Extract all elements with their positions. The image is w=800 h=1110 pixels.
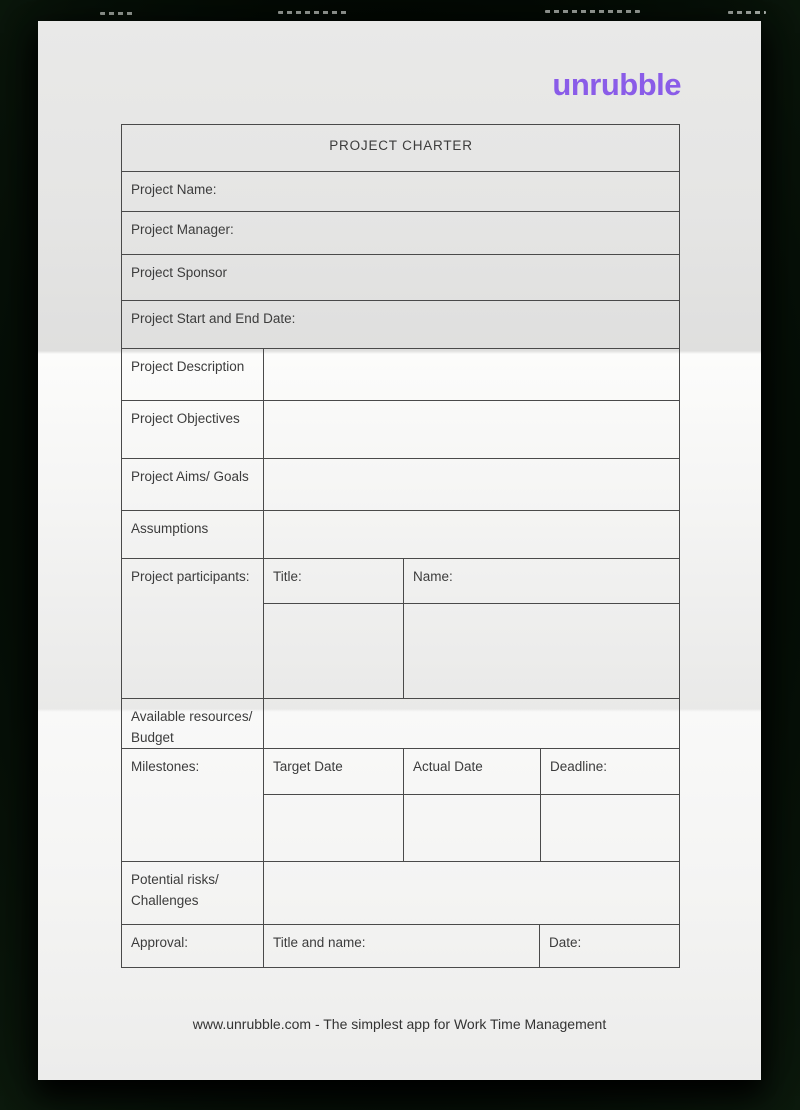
project-objectives-label: Project Objectives <box>131 411 240 426</box>
risks-challenges-input-area[interactable] <box>263 862 679 924</box>
milestone-target-input-area[interactable] <box>264 795 403 861</box>
participant-title-input-area[interactable] <box>264 604 403 698</box>
row-project-aims-goals <box>122 458 679 510</box>
project-description-input-area[interactable] <box>263 349 679 400</box>
row-approval <box>122 924 679 967</box>
participants-subtable <box>263 559 679 698</box>
start-end-date-field[interactable] <box>122 301 679 348</box>
participant-name-input-area[interactable] <box>403 604 679 698</box>
project-participants-label: Project participants: <box>131 569 250 584</box>
risks-challenges-label: Potential risks/ Challenges <box>131 872 219 908</box>
target-date-header: Target Date <box>273 759 343 774</box>
torn-edge-speck <box>278 11 348 14</box>
participants-entry-row <box>264 603 679 698</box>
project-aims-goals-input-area[interactable] <box>263 459 679 510</box>
start-end-date-label: Project Start and End Date: <box>131 311 296 326</box>
assumptions-input-area[interactable] <box>263 511 679 558</box>
milestones-subtable <box>263 749 679 861</box>
milestones-header-row <box>264 749 679 794</box>
torn-edge-speck <box>728 11 766 14</box>
project-manager-label: Project Manager: <box>131 222 234 237</box>
milestone-actual-input-area[interactable] <box>403 795 540 861</box>
project-sponsor-label: Project Sponsor <box>131 265 228 280</box>
project-objectives-input-area[interactable] <box>263 401 679 458</box>
milestones-label: Milestones: <box>131 759 200 774</box>
row-assumptions <box>122 510 679 558</box>
approval-title-name-field[interactable] <box>263 925 539 967</box>
project-description-label: Project Description <box>131 359 245 374</box>
project-aims-goals-label: Project Aims/ Goals <box>131 469 249 484</box>
project-name-label: Project Name: <box>131 182 217 197</box>
approval-date-field[interactable] <box>539 925 679 967</box>
approval-date-label: Date: <box>549 935 582 950</box>
project-manager-field[interactable] <box>122 212 679 254</box>
row-milestones <box>122 748 679 861</box>
row-project-sponsor <box>122 254 679 300</box>
charter-title: PROJECT CHARTER <box>329 138 473 153</box>
approval-title-name-label: Title and name: <box>273 935 366 950</box>
resources-budget-label: Available resources/ Budget <box>131 709 253 745</box>
row-resources-budget <box>122 698 679 748</box>
torn-edge-speck <box>545 10 640 13</box>
approval-label: Approval: <box>131 935 189 950</box>
torn-edge-speck <box>100 12 134 15</box>
milestones-entry-row <box>264 794 679 861</box>
row-project-objectives <box>122 400 679 458</box>
participants-title-header: Title: <box>273 569 302 584</box>
participants-name-header: Name: <box>403 559 679 603</box>
deadline-header: Deadline: <box>540 749 679 794</box>
row-project-manager <box>122 211 679 254</box>
row-title <box>122 125 679 171</box>
row-project-description <box>122 348 679 400</box>
row-start-end-date <box>122 300 679 348</box>
resources-budget-input-area[interactable] <box>263 699 679 748</box>
participants-header-row <box>264 559 679 603</box>
assumptions-label: Assumptions <box>131 521 209 536</box>
row-project-participants <box>122 558 679 698</box>
project-sponsor-field[interactable] <box>122 255 679 300</box>
milestone-deadline-input-area[interactable] <box>540 795 679 861</box>
footer-tagline: www.unrubble.com - The simplest app for Work Time Management <box>192 1016 607 1032</box>
paper-sheet <box>38 21 761 1080</box>
row-risks-challenges <box>122 861 679 924</box>
project-name-field[interactable] <box>122 172 679 211</box>
unrubble-logo: unrubble <box>552 67 681 102</box>
actual-date-header: Actual Date <box>403 749 540 794</box>
project-charter-table <box>121 124 680 968</box>
row-project-name <box>122 171 679 211</box>
